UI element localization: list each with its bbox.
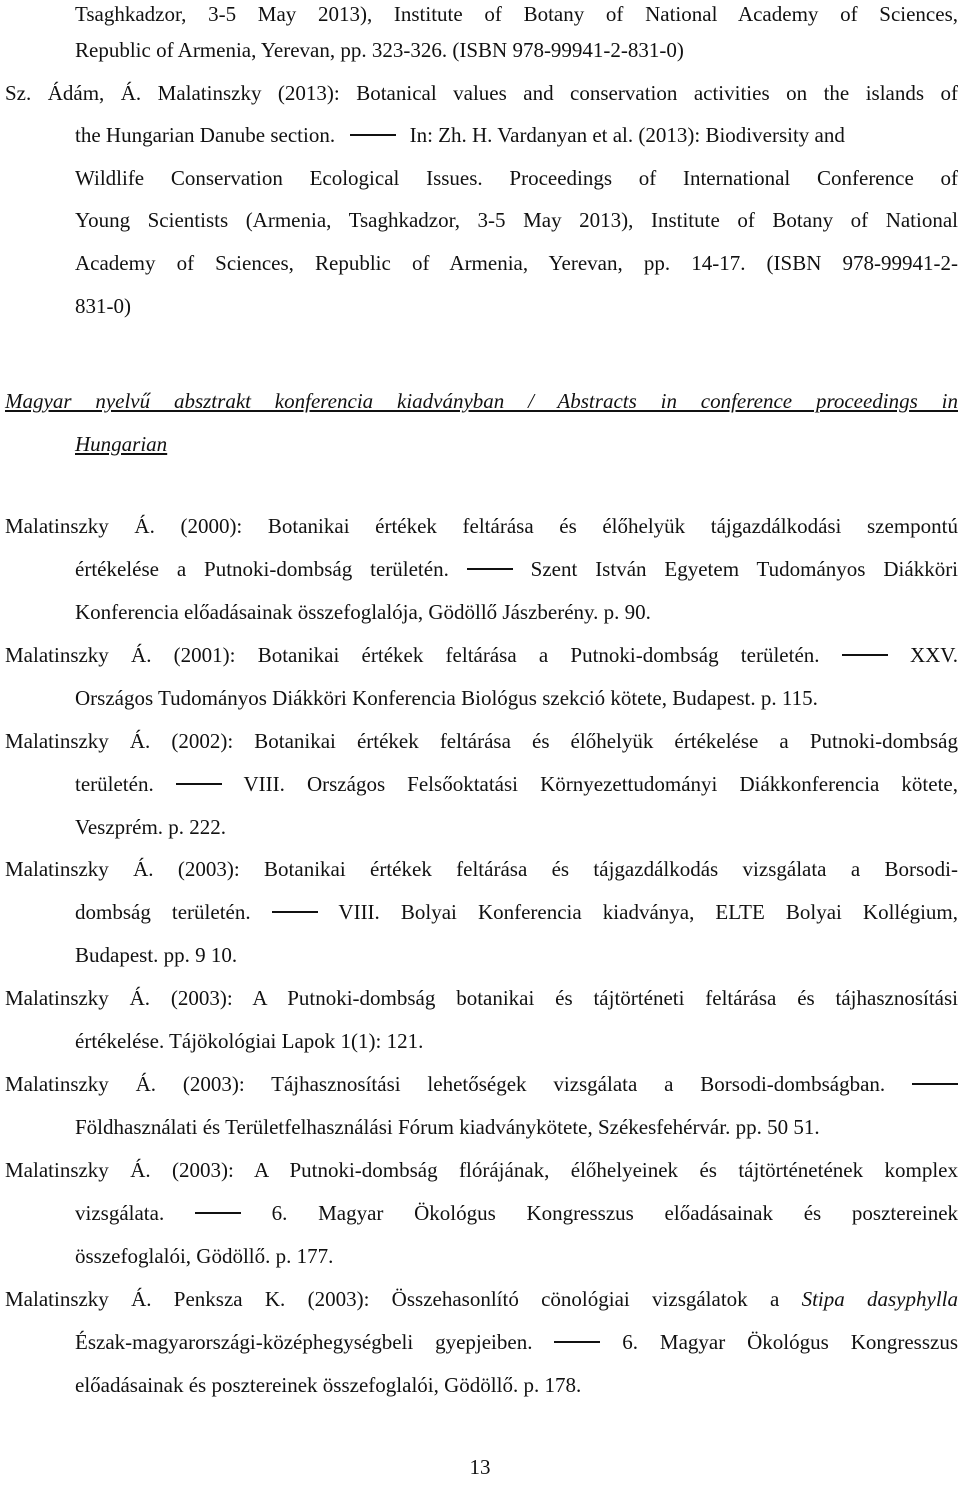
em-dash (350, 134, 396, 136)
em-dash (195, 1212, 241, 1214)
em-dash (842, 654, 888, 656)
page-number: 13 (469, 1455, 491, 1479)
reference-text: 6. Magyar Ökológus Kongresszus előadásainak és posztereinek (271, 1201, 959, 1225)
reference-text: the Hungarian Danube section. (75, 123, 336, 147)
reference-text: Malatinszky Á. (2003): Tájhasznosítási lehetőségek vizsgálata a Borsodi-dombságban. (5, 1072, 886, 1096)
reference-line (75, 770, 958, 798)
reference-text: Malatinszky Á. (2001): Botanikai értékek feltárása a Putnoki-dombság területén. (5, 643, 820, 667)
text-line: Young Scientists (Armenia, Tsaghkadzor, 3-5 May 2013), Institute of Botany of National (75, 208, 958, 232)
reference-line: Malatinszky Á. (2003): Botanikai értékek feltárása és tájgazdálkodás vizsgálata a Borsodi- (5, 857, 958, 881)
reference-text: VIII. Országos Felsőoktatási Környezettudományi Diákkonferencia kötete, (243, 772, 958, 796)
reference-line: Konferencia előadásainak összefoglalója, Gödöllő Jászberény. p. 90. (75, 600, 651, 624)
reference-text: értékelése a Putnoki-dombság területén. (75, 557, 449, 581)
reference-line: Malatinszky Á. (2003): A Putnoki-dombság flórájának, élőhelyeinek és tájtörténetének komplex (5, 1158, 958, 1182)
em-dash (554, 1341, 600, 1343)
em-dash (467, 568, 513, 570)
reference-line: Országos Tudományos Diákköri Konferencia Biológus szekció kötete, Budapest. p. 115. (75, 686, 818, 710)
text-line: Tsaghkadzor, 3-5 May 2013), Institute of Botany of National Academy of Sciences, (75, 2, 958, 26)
text-line: Academy of Sciences, Republic of Armenia, Yerevan, pp. 14-17. (ISBN 978-99941-2- (75, 251, 958, 275)
reference-line: Malatinszky Á. (2002): Botanikai értékek feltárása és élőhelyük értékelése a Putnoki-dombság (5, 729, 958, 753)
section-heading: Magyar nyelvű absztrakt konferencia kiadványban / Abstracts in conference proceedings in (5, 389, 958, 413)
reference-line (75, 898, 958, 926)
reference-text: Malatinszky Á. Penksza K. (2003): Összehasonlító cönológiai vizsgálatok a (5, 1287, 780, 1311)
em-dash (176, 783, 222, 785)
text-line: Wildlife Conservation Ecological Issues. Proceedings of International Conference of (75, 166, 958, 190)
reference-line: Malatinszky Á. (2000): Botanikai értékek feltárása és élőhelyük tájgazdálkodási szempontú (5, 514, 958, 538)
reference-line (75, 555, 958, 583)
reference-line: Malatinszky Á. (2003): A Putnoki-dombság botanikai és tájtörténeti feltárása és tájhasznosítási (5, 986, 958, 1010)
reference-text: területén. (75, 772, 154, 796)
reference-text: Észak-magyarországi-középhegységbeli gyepjeiben. (75, 1330, 533, 1354)
reference-text: In: Zh. H. Vardanyan et al. (2013): Biodiversity and (409, 123, 845, 147)
reference-line: Budapest. pp. 9 10. (75, 943, 238, 967)
section-heading: Hungarian (75, 432, 168, 456)
em-dash (272, 911, 318, 913)
text-line: Republic of Armenia, Yerevan, pp. 323-326. (ISBN 978-99941-2-831-0) (75, 38, 684, 62)
reference-line (5, 641, 958, 669)
reference-text: VIII. Bolyai Konferencia kiadványa, ELTE Bolyai Kollégium, (338, 900, 959, 924)
text-line: Sz. Ádám, Á. Malatinszky (2013): Botanical values and conservation activities on the islands of (5, 81, 958, 105)
reference-text: dombság területén. (75, 900, 251, 924)
reference-text: vizsgálata. (75, 1201, 165, 1225)
text-line: 831-0) (75, 294, 131, 318)
reference-line: értékelése. Tájökológiai Lapok 1(1): 121. (75, 1029, 424, 1053)
reference-line (5, 1285, 958, 1313)
species-name: Stipa dasyphylla (801, 1287, 958, 1311)
reference-line: összefoglalói, Gödöllő. p. 177. (75, 1244, 334, 1268)
reference-line (75, 1328, 958, 1356)
reference-line: előadásainak és posztereinek összefoglalói, Gödöllő. p. 178. (75, 1373, 582, 1397)
reference-line (5, 1070, 958, 1098)
em-dash (912, 1083, 958, 1085)
reference-text: XXV. (909, 643, 958, 667)
reference-text: 6. Magyar Ökológus Kongresszus (622, 1330, 959, 1354)
reference-line (75, 1199, 958, 1227)
text-line (75, 121, 845, 149)
reference-line: Földhasználati és Területfelhasználási Fórum kiadványkötete, Székesfehérvár. pp. 50 51. (75, 1115, 820, 1139)
reference-line: Veszprém. p. 222. (75, 815, 227, 839)
reference-text: Szent István Egyetem Tudományos Diákköri (530, 557, 959, 581)
